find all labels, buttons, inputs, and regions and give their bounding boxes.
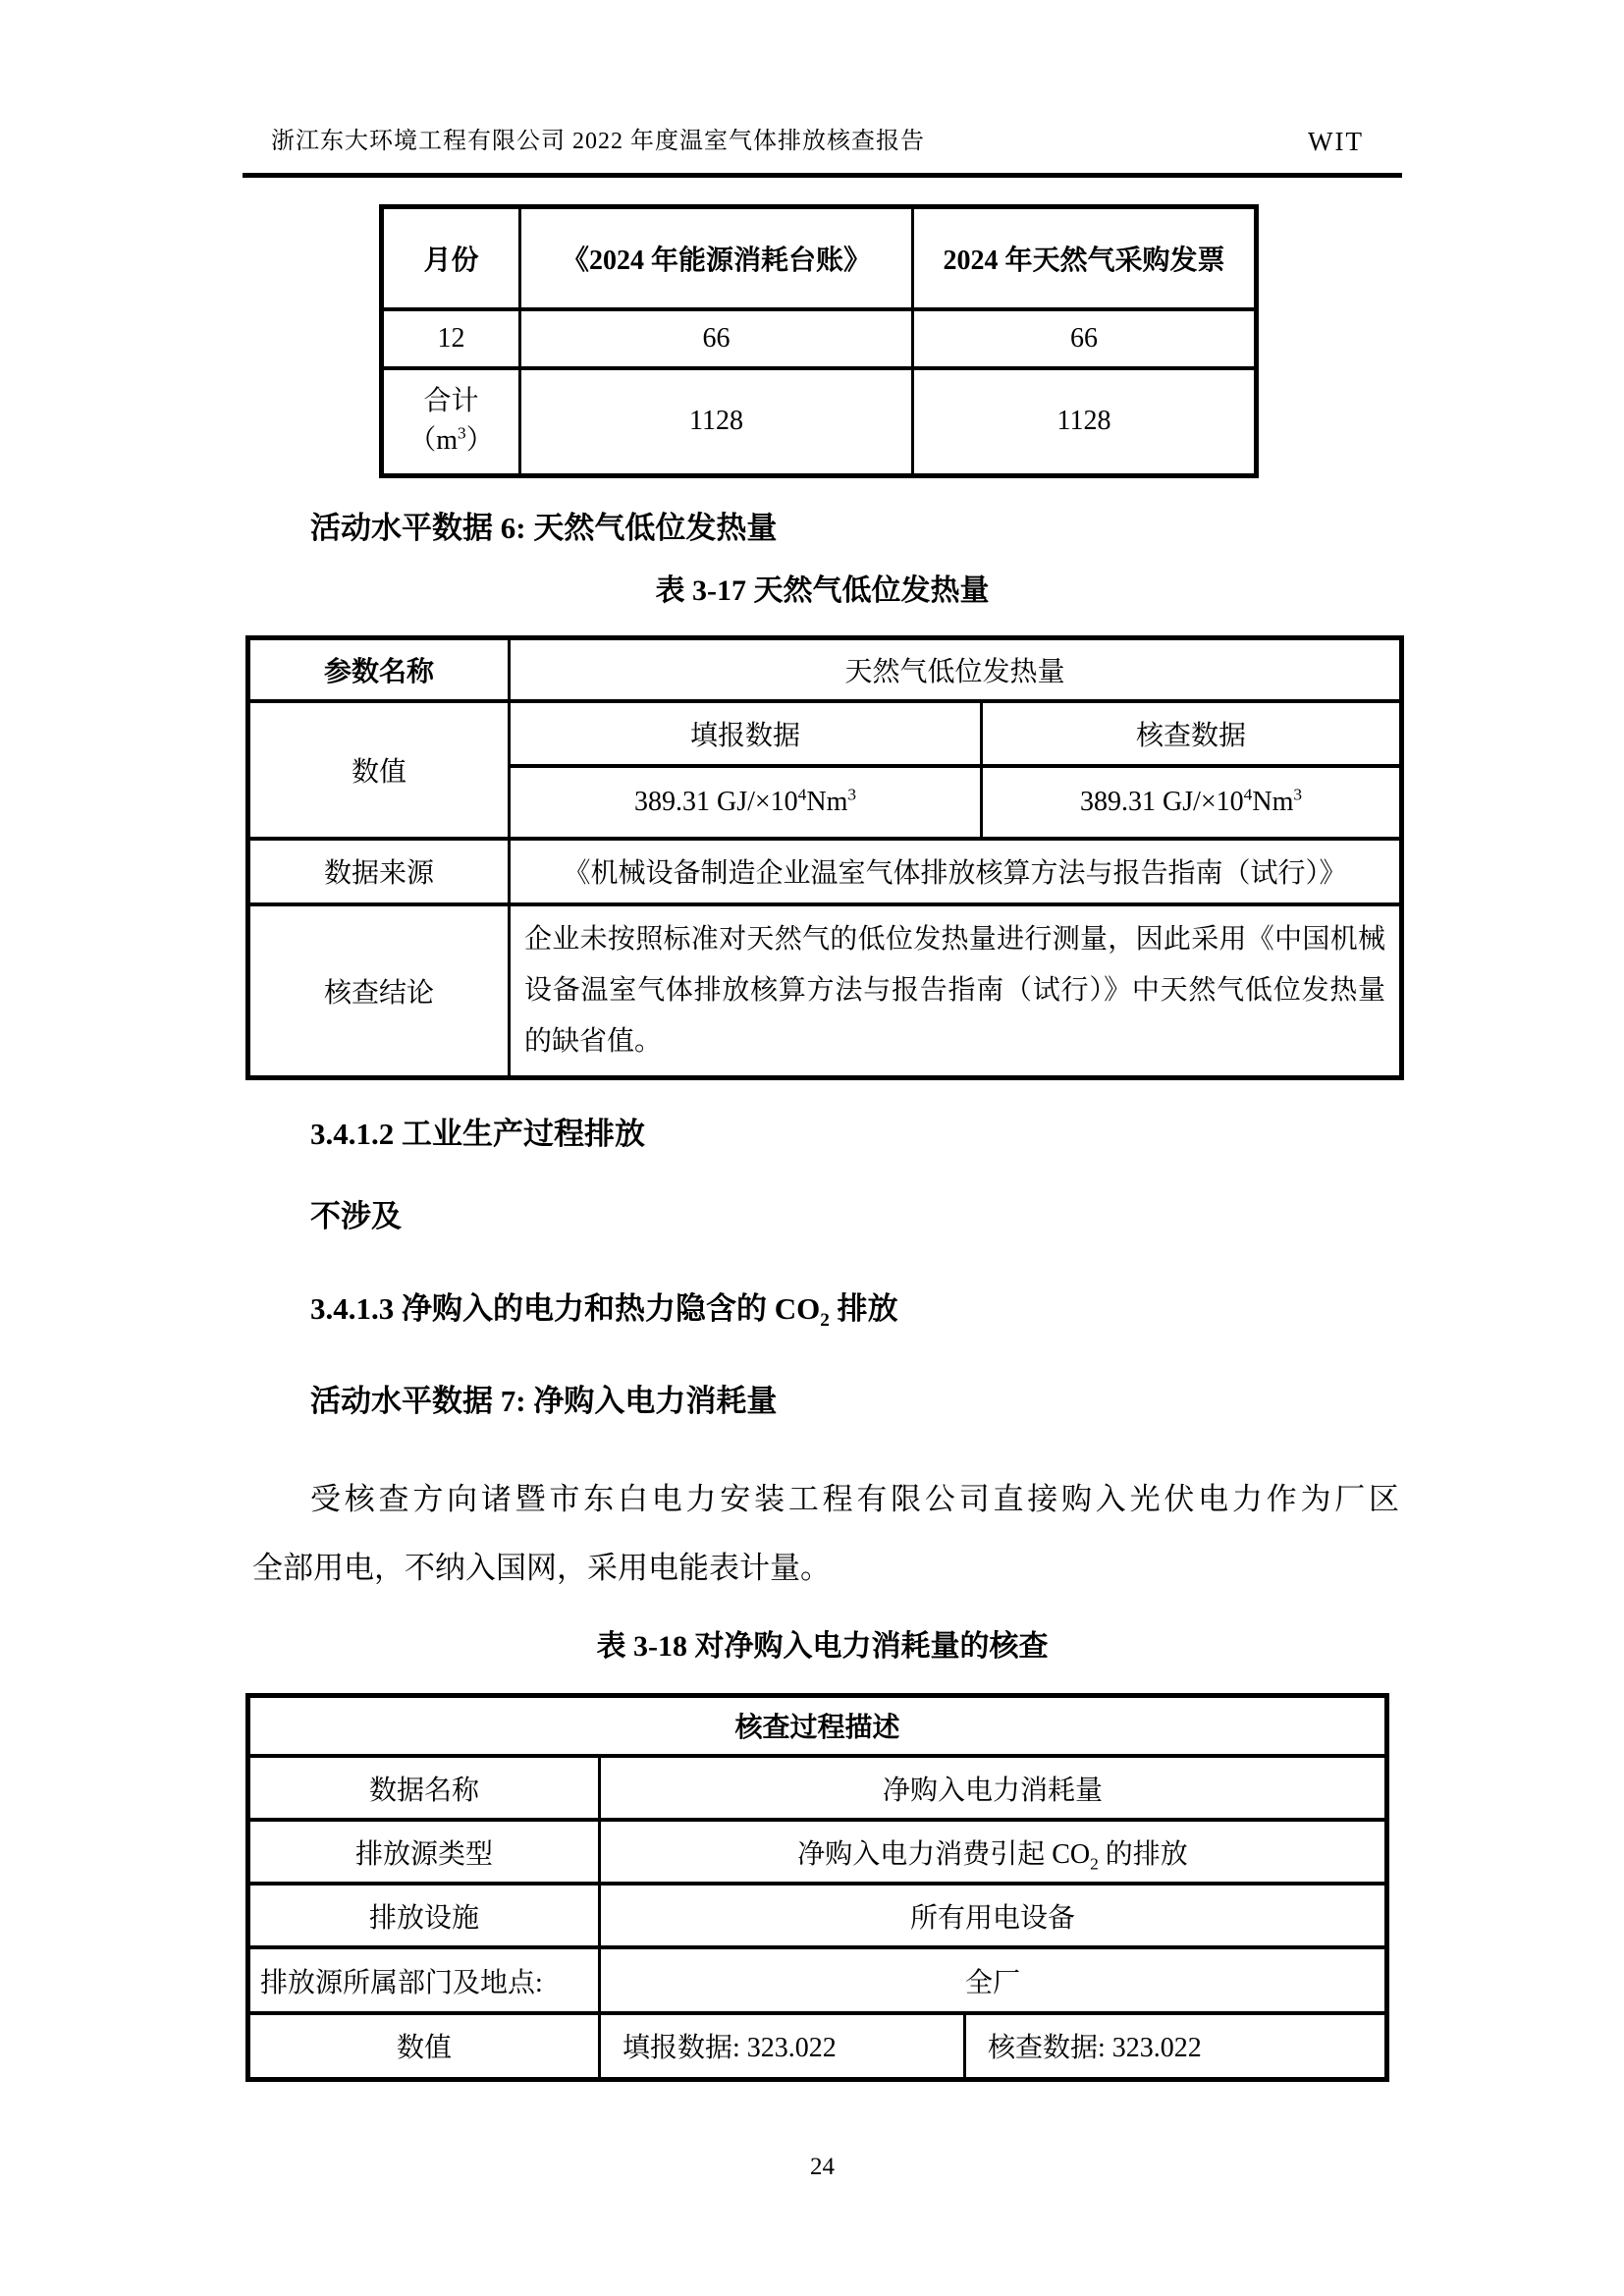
numeric-value-row [248,2013,1387,2079]
data-source-label-cell: 数据来源 [248,839,510,904]
table-3-17 [245,635,1404,1080]
paragraph-line-1: 受核查方向诸暨市东白电力安装工程有限公司直接购入光伏电力作为厂区 [310,1481,1399,1516]
conclusion-label-cell: 核查结论 [248,904,510,1078]
data-source-row [248,839,1402,904]
table-3-18-caption: 表 3-18 对净购入电力消耗量的核查 [596,1629,1049,1663]
verified-value-cell: 389.31 $GJ/\times 10^4Nm^3$ [982,766,1402,839]
gas-consumption-table [379,204,1259,478]
conclusion-row [248,904,1402,1078]
process-description-header-cell: 核查过程描述 [248,1695,1387,1756]
heading-3-4-1-3: 3.4.1.3 净购入的电力和热力隐含的 $CO_2$ 排放 [310,1290,898,1331]
exp-superscript: 4 [1243,785,1253,804]
reported-value-cell: 389.31 $GJ/\times 10^4Nm^3$ [510,766,982,839]
co2-subscript: 2 [820,1309,830,1331]
heading-3-4-1-2: 3.4.1.2 工业生产过程排放 [310,1116,645,1151]
table-3-17-caption: 表 3-17 天然气低位发热量 [655,574,990,607]
total-row [382,368,1257,476]
total-label-cell [382,368,520,476]
header-rule [243,173,1402,178]
conclusion-value-cell: 企业未按照标准对天然气的低位发热量进行测量，因此采用《中国机械设备温室气体排放核算方法与报告指南（试行）》中天然气低位发热量的缺省值。 [510,904,1402,1078]
data-name-value-cell: 净购入电力消耗量 [600,1756,1387,1820]
data-name-row [248,1756,1387,1820]
param-name-row [248,638,1402,701]
ledger-value-cell: 66 [520,309,913,368]
invoice-header-cell: 2024 年天然气采购发票 [913,207,1257,309]
data-source-value-cell: 《机械设备制造企业温室气体排放核算方法与报告指南（试行）》 [510,839,1402,904]
verified-323-cell: 核查数据: 323.022 [965,2013,1387,2079]
process-description-row [248,1695,1387,1756]
gas-table-header-row [382,207,1257,309]
cubic-superscript: 3 [847,785,857,804]
page-header [245,124,1399,159]
total-label-text: 合计 [423,386,479,417]
page-number: 24 [810,2153,835,2180]
verified-data-label-cell: 核查数据 [982,701,1402,766]
reported-323-cell: 填报数据: 323.022 [600,2013,965,2079]
header-title: 浙江东大环境工程有限公司 2022 年度温室气体排放核查报告 [271,129,925,154]
table-3-18 [245,1693,1389,2082]
cubic-superscript: 3 [458,423,466,443]
total-ledger-cell: 1128 [520,368,913,476]
department-value-cell: 全厂 [600,1947,1387,2013]
co2-subscript: 2 [1090,1854,1099,1874]
param-name-value-cell: 天然气低位发热量 [510,638,1402,701]
not-involved-text: 不涉及 [310,1198,402,1233]
reported-data-label-cell: 填报数据 [510,701,982,766]
value-header-row [248,701,1402,766]
data-name-label-cell: 数据名称 [248,1756,600,1820]
heading-activity-data-7: 活动水平数据 7: 净购入电力消耗量 [310,1383,778,1418]
month-cell: 12 [382,309,520,368]
department-row [248,1947,1387,2013]
cubic-superscript: 3 [1293,785,1303,804]
invoice-value-cell: 66 [913,309,1257,368]
header-brand-logo: WIT [1308,127,1364,156]
exp-superscript: 4 [797,785,807,804]
department-label-cell: 排放源所属部门及地点: [248,1947,600,2013]
ledger-header-cell: 《2024 年能源消耗台账》 [520,207,913,309]
value-label-cell: 数值 [248,701,510,839]
facility-value-cell: 所有用电设备 [600,1884,1387,1947]
emission-facility-row [248,1884,1387,1947]
body-paragraph [252,1465,1399,1603]
total-invoice-cell: 1128 [913,368,1257,476]
emission-type-value-cell: 净购入电力消费引起 $CO_2$ 的排放 [600,1820,1387,1884]
emission-type-label-cell: 排放源类型 [248,1820,600,1884]
total-unit: $(m^3)$ [408,423,494,457]
paragraph-line-2: 全部用电，不纳入国网，采用电能表计量。 [252,1550,831,1585]
emission-source-type-row [248,1820,1387,1884]
heading-activity-data-6: 活动水平数据 6: 天然气低位发热量 [310,511,778,545]
param-name-label-cell: 参数名称 [248,638,510,701]
december-row [382,309,1257,368]
month-header-cell: 月份 [382,207,520,309]
facility-label-cell: 排放设施 [248,1884,600,1947]
numeric-value-label-cell: 数值 [248,2013,600,2079]
